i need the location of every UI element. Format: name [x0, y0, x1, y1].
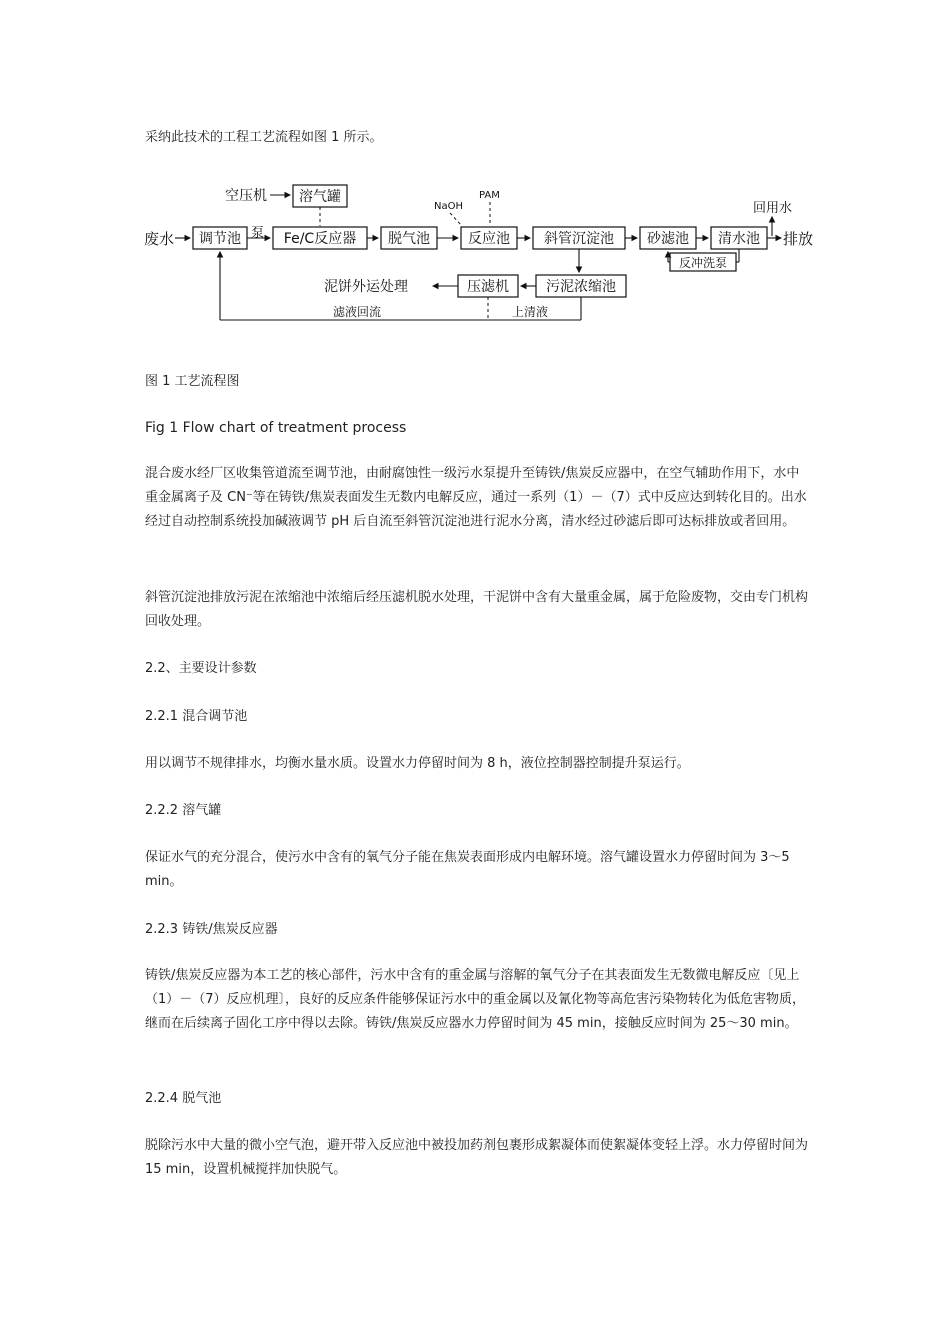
- paragraph-2-2-4: 脱除污水中大量的微小空气泡，避开带入反应池中被投加药剂包裹形成絮凝体而使絮凝体变轻上浮。水力停留时间为 15 min，设置机械搅拌加快脱气。: [145, 1138, 809, 1177]
- node-xieguan: 斜管沉淀池: [544, 231, 614, 247]
- node-pam: PAM: [479, 190, 500, 201]
- paragraph-2-2-2: 保证水气的充分混合，使污水中含有的氧气分子能在焦炭表面形成内电解环境。溶气罐设置水力停留时间为 3～5 min。: [145, 850, 790, 889]
- node-paifang: 排放: [783, 230, 814, 248]
- node-yalv: 压滤机: [467, 279, 509, 295]
- node-qingshui: 清水池: [718, 231, 760, 247]
- process-flow-diagram: [140, 180, 830, 330]
- label-lvye: 滤液回流: [333, 305, 382, 319]
- node-naoh: NaOH: [434, 201, 463, 212]
- heading-2-2-3: 2.2.3 铸铁/焦炭反应器: [145, 922, 278, 937]
- paragraph-sludge: 斜管沉淀池排放污泥在浓缩池中浓缩后经压滤机脱水处理，干泥饼中含有大量重金属，属于危险废物，交由专门机构回收处理。: [145, 590, 809, 629]
- dash-naoh: [450, 213, 462, 226]
- intro-text: 采纳此技术的工程工艺流程如图 1 所示。: [145, 130, 383, 145]
- node-beng: 泵: [251, 226, 265, 241]
- paragraph-2-2-1: 用以调节不规律排水，均衡水量水质。设置水力停留时间为 8 h，液位控制器控制提升泵运行。: [145, 756, 690, 771]
- node-kongya: 空压机: [225, 188, 267, 204]
- node-fanying: 反应池: [468, 231, 510, 247]
- node-fanchong: 反冲洗泵: [678, 256, 728, 270]
- label-shangqing: 上清液: [512, 305, 549, 319]
- paragraph-2-2-3: 铸铁/焦炭反应器为本工艺的核心部件，污水中含有的重金属与溶解的氧气分子在其表面发生无数微电解反应〔见上（1）－（7）反应机理〕，良好的反应条件能够保证污水中的重金属以及氰化物等高危害污染物转化为低危害物质，继而在后续离子固化工序中得以去除。铸铁/焦炭反应器水力停留时间为 45 min，接触反应时间为 25～30 min。: [145, 968, 806, 1031]
- node-wuni: 污泥浓缩池: [546, 279, 616, 295]
- node-rongqiguan: 溶气罐: [299, 189, 341, 205]
- figure-caption-cn: 图 1 工艺流程图: [145, 374, 240, 389]
- figure-caption-en: Fig 1 Flow chart of treatment process: [145, 420, 407, 436]
- node-shalv: 砂滤池: [647, 231, 689, 247]
- paragraph-process: 混合废水经厂区收集管道流至调节池，由耐腐蚀性一级污水泵提升至铸铁/焦炭反应器中，在空气辅助作用下，水中重金属离子及 CN⁻等在铸铁/焦炭表面发生无数内电解反应，通过一系列（1）－（7）式中反应达到转化目的。出水经过自动控制系统投加碱液调节 pH 后自流至斜管沉淀池进行泥水分离，清水经过砂滤后即可达标排放或者回用。: [145, 466, 807, 529]
- heading-2-2: 2.2、主要设计参数: [145, 661, 257, 676]
- heading-2-2-2: 2.2.2 溶气罐: [145, 803, 222, 818]
- heading-2-2-4: 2.2.4 脱气池: [145, 1091, 222, 1106]
- node-fec: Fe/C反应器: [283, 231, 357, 247]
- heading-2-2-1: 2.2.1 混合调节池: [145, 709, 248, 724]
- node-tuoqi: 脱气池: [388, 231, 430, 247]
- node-nibing: 泥饼外运处理: [324, 279, 408, 295]
- node-feishui: 废水: [144, 230, 175, 248]
- node-tiaojie: 调节池: [199, 231, 241, 247]
- node-huiyong: 回用水: [753, 201, 793, 216]
